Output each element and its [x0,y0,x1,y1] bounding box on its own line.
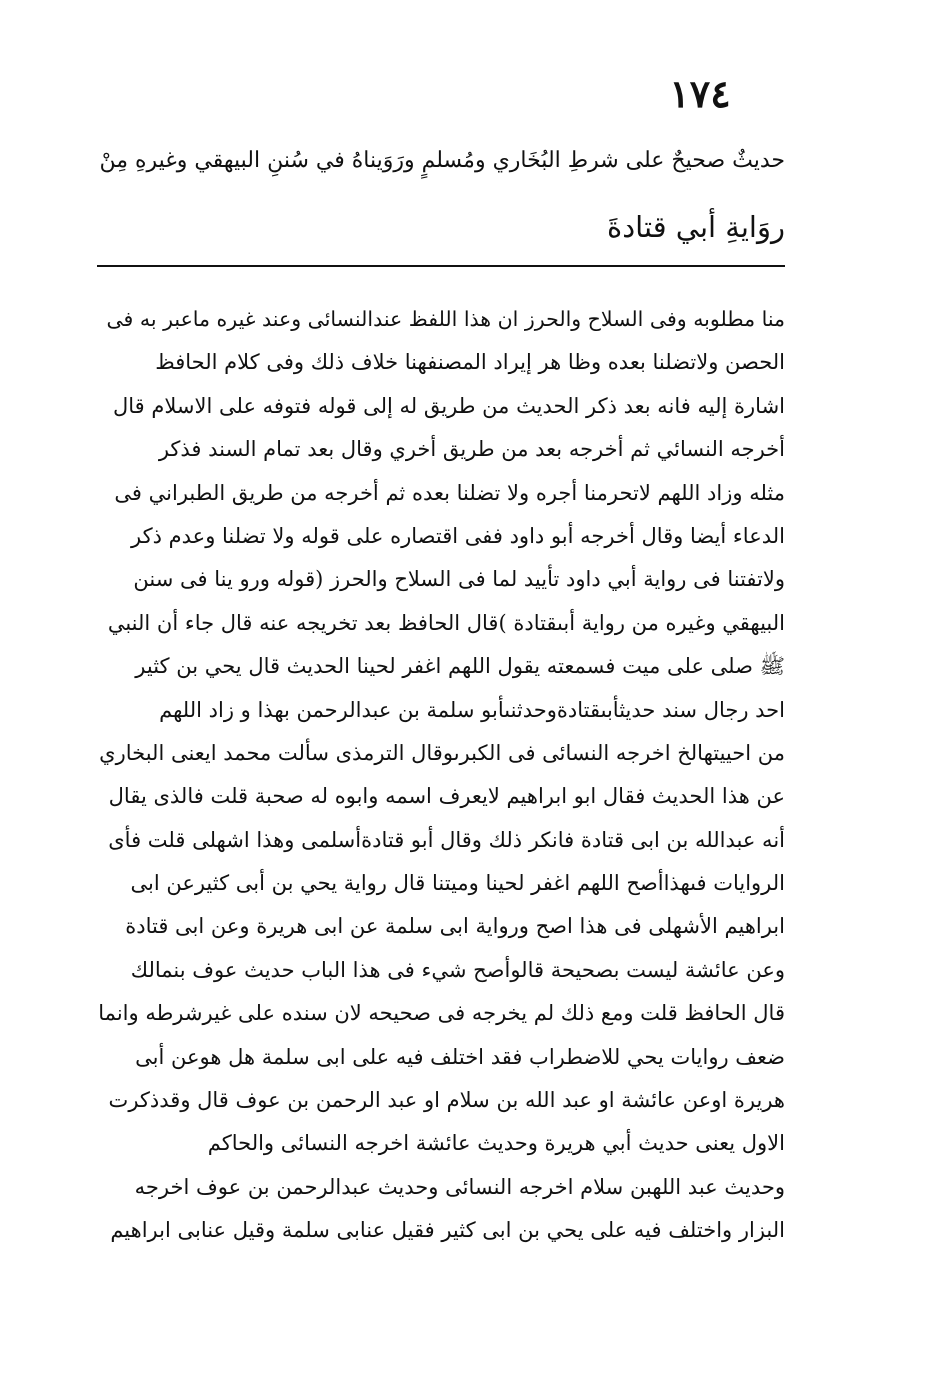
body-line: البزار واختلف فيه على يحي بن ابى كثير فقيل عنابى سلمة وقيل عنابى ابراهيم [110,1218,785,1243]
page-number: ١٧٤ [669,71,731,116]
body-line: ولاتفتنا فى رواية أبي داود تأييد لما فى السلاح والحرز (قوله ورو ينا فى سنن [133,567,785,592]
body-line: الروايات فىهذاأصح اللهم اغفر لحينا وميتنا قال رواية يحي بن أبى كثيرعن ابى [130,871,785,896]
body-line: الاول يعنى حديث أبي هريرة وحديث عائشة اخرجه النسائى والحاكم [207,1131,785,1156]
body-line: وحديث عبد اللهبن سلام اخرجه النسائى وحديث عبدالرحمن بن عوف اخرجه [134,1174,785,1199]
section-divider [97,265,785,267]
body-line: أخرجه النسائي ثم أخرجه بعد من طريق أخري وقال بعد تمام السند فذكر [158,437,785,462]
header-line: روَايةِ أبي قتادةَ [607,210,785,244]
body-line: الحصن ولاتضلنا بعده وظا هر إيراد المصنفهنا خلاف ذلك وفى كلام الحافظ [155,350,785,375]
body-line: وعن عائشة ليست بصحيحة قالوأصح شيء فى هذا الباب حديث عوف بنمالك [130,957,785,982]
body-line: البيهقي وغيره من رواية أبىقتادة )قال الحافظ بعد تخريجه عنه قال جاء أن النبي [107,610,785,635]
hadith-header [95,128,785,260]
commentary-body [95,298,785,1253]
body-line: أنه عبدالله بن ابى قتادة فانكر ذلك وقال أبو قتادةأسلمى وهذا اشهلى قلت فأى [108,827,785,852]
body-line: هريرة اوعن عائشة او عبد الله بن سلام او عبد الرحمن بن عوف قال وقدذكرت [108,1088,785,1113]
body-line: من احييتهالخ اخرجه النسائى فى الكبرىوقال الترمذى سألت محمد ايعنى البخاري [99,740,785,765]
body-line: مثله وزاد اللهم لاتحرمنا أجره ولا تضلنا بعده ثم أخرجه من طريق الطبراني فى [114,480,785,505]
body-line: احد رجال سند حديثأبىقتادةوحدثنىأبو سلمة بن عبدالرحمن بهذا و زاد اللهم [159,697,785,722]
body-line: عن هذا الحديث فقال ابو ابراهيم لايعرف اسمه وابوه له صحبة قلت فالذى يقال [108,784,785,809]
body-line: اشارة إليه فانه بعد ذكر الحديث من طريق له إلى قوله فتوفه على الاسلام قال [113,393,785,418]
body-line: الدعاء أيضا وقال أخرجه أبو داود ففى اقتصاره على قوله ولا تضلنا وعدم ذكر [131,523,785,548]
body-line: ﷺ صلى على ميت فسمعته يقول اللهم اغفر لحينا الحديث قال يحي بن كثير [135,654,785,679]
body-line: ضعف روايات يحي للاضطراب فقد اختلف فيه على ابى سلمة هل هوعن أبى [135,1044,785,1069]
header-line: حديثٌ صحيحٌ على شرطِ البُخَاري ومُسلمٍ ورَوَيناهُ في سُننِ البيهقي وغيرهِ مِنْ [99,148,785,173]
body-line: ابراهيم الأشهلى فى هذا اصح ورواية ابى سلمة عن ابى هريرة وعن ابى قتادة [125,914,785,939]
body-line: منا مطلوبه وفى السلاح والحرز ان هذا اللفظ عندالنسائى وعند غيره ماعبر به فى [106,307,785,331]
body-line: قال الحافظ قلت ومع ذلك لم يخرجه فى صحيحه لان سنده على غيرشرطه وانما [98,1001,785,1026]
